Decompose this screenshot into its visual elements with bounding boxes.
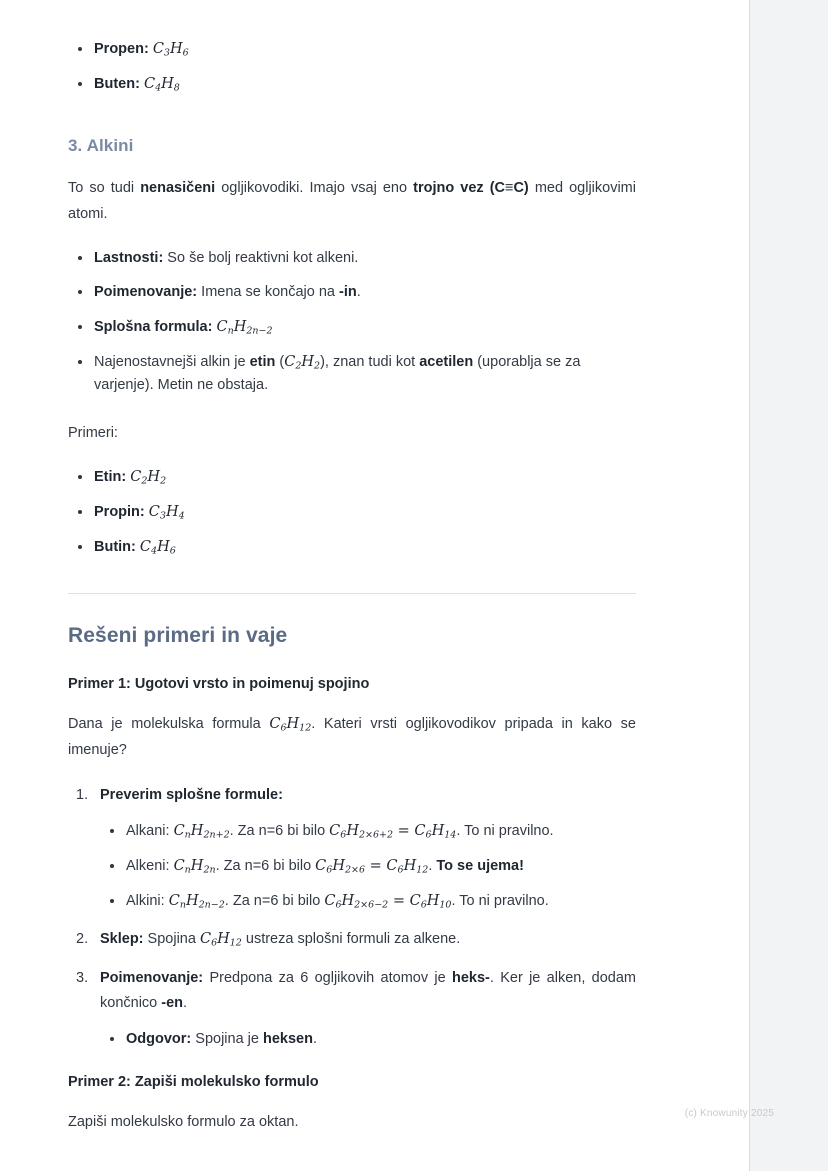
alkini-intro-text-1: To so tudi	[68, 180, 141, 197]
list-item: Poimenovanje: Imena se končajo na -in.	[68, 281, 636, 303]
term-butin: Butin:	[94, 539, 136, 556]
primer2-text: Zapiši molekulsko formulo za oktan.	[68, 1114, 299, 1131]
label-poimenovanje: Poimenovanje:	[94, 284, 198, 301]
alkini-intro-bold-1: nenasičeni	[140, 180, 216, 197]
formula-etin-inline: $C_2H_2$	[284, 353, 321, 372]
label-poimenovanje-step: Poimenovanje:	[100, 970, 204, 987]
formula-c6h12-sklep: $C_6H_{12}$	[199, 931, 242, 949]
formula-propin: $C_3H_4$	[148, 504, 185, 522]
formula-check-list	[100, 820, 636, 913]
watermark-copyright: (c) Knowunity 2025	[684, 1108, 774, 1119]
step-item: Poimenovanje: Predpona za 6 ogljikovih atomov je heks-. Ker je alken, dodam končnico -en. Odgovor: Spojina je heksen.	[68, 966, 636, 1050]
document-content	[68, 0, 636, 1136]
alkini-examples-list	[68, 466, 636, 559]
alkini-intro-paragraph	[68, 176, 636, 227]
alkini-intro-text-2: ogljikovodiki. Imajo vsaj eno	[215, 180, 414, 197]
list-item: Alkini: $C_nH_{2n-2}$. Za n=6 bi bilo $C_6H_{2\times 6-2} = C_6H_{10}$. To ni pravilno.	[100, 890, 636, 913]
alkini-properties-list	[68, 247, 636, 397]
bold-in-suffix: -in	[339, 284, 357, 301]
label-alkani: Alkani:	[126, 822, 174, 839]
primer1-intro: Dana je molekulska formula $C_6H_{12}$. Kateri vrsti ogljikovodikov pripada in kako se imenuje?	[68, 716, 636, 758]
primeri-label: Primeri:	[68, 424, 118, 441]
list-item	[68, 316, 636, 339]
label-preverim-formule: Preverim splošne formule:	[100, 786, 283, 803]
list-item: Alkeni: $C_nH_{2n}$. Za n=6 bi bilo $C_6H_{2\times 6} = C_6H_{12}$. To se ujema!	[100, 855, 636, 878]
formula-propen: $C_3H_6$	[152, 41, 189, 59]
bold-etin: etin	[249, 353, 276, 370]
formula-etin: $C_2H_2$	[130, 468, 167, 487]
label-odgovor: Odgovor:	[126, 1030, 192, 1047]
label-lastnosti: Lastnosti:	[94, 249, 164, 266]
bold-acetilen: acetilen	[419, 353, 474, 370]
heading-reseni-primeri: Rešeni primeri in vaje	[68, 624, 288, 648]
term-etin: Etin:	[94, 468, 127, 485]
primer1-steps	[68, 783, 636, 1051]
alkeni-examples-list	[68, 38, 636, 96]
label-alkini: Alkini:	[126, 893, 169, 910]
list-item	[68, 501, 636, 524]
term-propen: Propen:	[94, 41, 149, 57]
text-poimenovanje: Imena se končajo na	[197, 284, 340, 301]
label-splosna-formula: Splošna formula:	[94, 318, 213, 335]
scrollbar-gutter[interactable]	[749, 0, 828, 1171]
formula-buten: $C_4H_8$	[143, 76, 180, 94]
heading-primer-1: Primer 1: Ugotovi vrsto in poimenuj spojino	[68, 676, 370, 693]
list-item	[68, 247, 636, 269]
term-propin: Propin:	[94, 504, 145, 520]
alkini-intro-text-3: med ogljikovimi atomi.	[68, 180, 636, 222]
bold-en-suffix: -en	[161, 995, 184, 1012]
heading-alkini: 3. Alkini	[68, 136, 134, 156]
label-sklep: Sklep:	[100, 931, 144, 948]
bold-heksen: heksen	[263, 1030, 313, 1047]
label-alkeni: Alkeni:	[126, 857, 174, 874]
alkini-intro-bold-2: trojno vez (C≡C)	[413, 180, 529, 197]
list-item	[68, 73, 636, 96]
formula-alkini-general: $C_nH_{2n-2}$	[216, 318, 273, 337]
list-item: Alkani: $C_nH_{2n+2}$. Za n=6 bi bilo $C_6H_{2\times 6+2} = C_6H_{14}$. To ni pravilno.	[100, 820, 636, 843]
list-item	[68, 38, 636, 61]
step-item	[68, 783, 636, 913]
list-item: Odgovor: Spojina je heksen.	[100, 1028, 636, 1050]
list-item	[68, 536, 636, 559]
list-item: Najenostavnejši alkin je etin $(C_2H_2)$, znan tudi kot acetilen (uporablja se za varjenje). Metin ne obstaja.	[68, 351, 636, 397]
step-item: Sklep: Spojina $C_6H_{12}$ ustreza splošni formuli za alkene.	[100, 931, 461, 949]
answer-list	[100, 1028, 636, 1050]
list-item	[68, 466, 636, 489]
formula-butin: $C_4H_6$	[139, 539, 176, 557]
heading-primer-2: Primer 2: Zapiši molekulsko formulo	[68, 1074, 319, 1091]
formula-c6h12-intro: $C_6H_{12}$	[269, 716, 312, 734]
text-lastnosti: So še bolj reaktivni kot alkeni.	[163, 249, 359, 266]
term-buten: Buten:	[94, 76, 140, 93]
bold-heks: heks-	[451, 970, 490, 987]
bold-to-se-ujema: To se ujema!	[436, 857, 524, 874]
